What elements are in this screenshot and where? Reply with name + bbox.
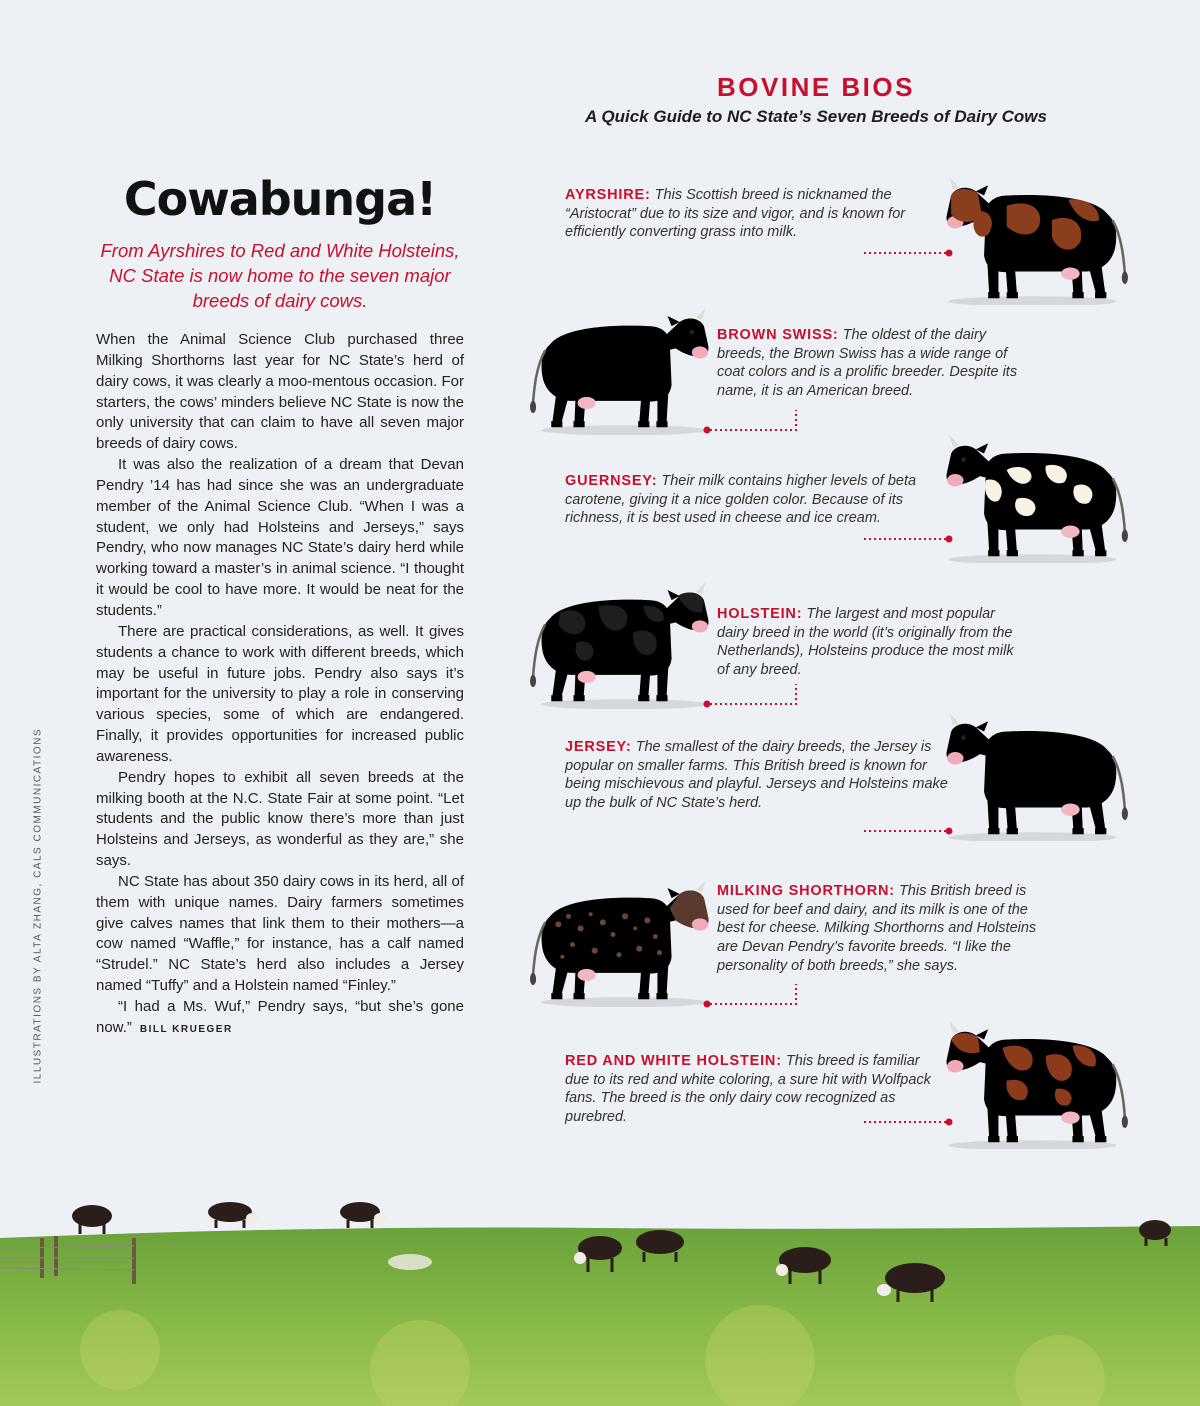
body-paragraph: When the Animal Science Club purchased three Milking Shorthorns last year for NC State’s herd of dairy cows, it was clearly a moo-mentous occasion. For starters, the cows’ minders believe NC State is now the only university that can claim to have all seven major breeds of dairy cows. xyxy=(96,331,464,453)
body-paragraph: Pendry hopes to exhibit all seven breeds at the milking booth at the N.C. State Fair at some point. “Let students and the public know there’s more than just Holsteins and Jerseys, as wonderful as they are,” she says. xyxy=(96,768,464,870)
breed-guernsey xyxy=(565,472,955,528)
guernsey-cow-illustration xyxy=(945,418,1130,563)
jersey-cow-illustration xyxy=(945,696,1130,841)
bios-subtitle: A Quick Guide to NC State’s Seven Breeds of Dairy Cows xyxy=(585,107,1047,126)
red-and-white-holstein-cow-illustration xyxy=(945,1004,1130,1149)
leader-line xyxy=(700,982,804,1012)
body-paragraph: NC State has about 350 dairy cows in its herd, all of them with unique names. Dairy farmers sometimes give calves names that link them to their mothers—a cow named “Waffle,” for instance, has a calf named “Strudel.” NC State’s herd also includes a Jersey named “Tuffy” and a Holstein named “Finley.” xyxy=(96,872,464,995)
breed-text: This British breed is used for beef and dairy, and its milk is one of the best for cheese. Milking Shorthorns and Holsteins are Devan Pendry’s favorite breeds. “I like the personality of both breeds,” she says. xyxy=(717,883,1037,974)
breed-name: AYRSHIRE: xyxy=(565,187,651,203)
body-paragraph: It was also the realization of a dream that Devan Pendry ’14 has had since she was an undergraduate member of the Animal Science Club. “When I was a student, we only had Holsteins and Jerseys,” says Pendry, who now manages NC State’s dairy herd while working toward a master’s in animal science. “I thought it would be cool to have more. It would be neat for the students.” xyxy=(96,456,464,619)
ayrshire-cow-illustration xyxy=(945,160,1130,305)
breed-jersey xyxy=(565,738,955,813)
breed-name: HOLSTEIN: xyxy=(717,606,803,622)
breed-text: The smallest of the dairy breeds, the Jersey is popular on smaller farms. This British breed is known for being mischievous and playful. Jerseys and Holsteins make up the bulk of NC State’s herd. xyxy=(565,739,948,812)
breed-name: RED AND WHITE HOLSTEIN: xyxy=(565,1053,782,1069)
breed-ayrshire xyxy=(565,186,935,242)
byline: BILL KRUEGER xyxy=(139,1023,233,1035)
milking-shorthorn-cow-illustration xyxy=(528,862,710,1007)
breed-holstein xyxy=(717,605,1027,680)
breed-text: Their milk contains higher levels of beta carotene, giving it a nice golden color. Because of its richness, it is best used in cheese and ice cream. xyxy=(565,473,917,527)
breed-name: BROWN SWISS: xyxy=(717,327,839,343)
body-paragraph: There are practical considerations, as well. It gives students a chance to work with different breeds, which may be useful in future jobs. Pendry also says it’s important for the university to play a role in conserving various species, some of which are endangered. Finally, it provides opportunities for increased public awareness. xyxy=(96,622,464,765)
holstein-cow-illustration xyxy=(528,564,710,709)
breed-brown-swiss xyxy=(717,326,1027,401)
breed-milking-shorthorn xyxy=(717,882,1057,976)
breed-name: JERSEY: xyxy=(565,739,632,755)
breed-text: This Scottish breed is nicknamed the “Aristocrat” due to its size and vigor, and is known for efficiently converting grass into milk. xyxy=(565,187,906,241)
breed-text: The largest and most popular dairy breed in the world (it’s originally from the Netherlands), Holsteins produce the most milk of any breed. xyxy=(717,606,1014,679)
leader-line xyxy=(700,408,804,438)
brown-swiss-cow-illustration xyxy=(528,290,710,435)
breed-text: The oldest of the dairy breeds, the Brown Swiss has a wide range of coat colors and is a prolific breeder. Despite its name, it is an American breed. xyxy=(717,327,1018,400)
article-title: Cowabunga! xyxy=(123,172,437,226)
article-body xyxy=(96,330,464,1041)
leader-line xyxy=(700,682,804,712)
body-paragraph-text: “I had a Ms. Wuf,” Pendry says, “but she’s gone now.” xyxy=(96,998,464,1036)
bios-title: BOVINE BIOS xyxy=(717,72,915,102)
breed-name: GUERNSEY: xyxy=(565,473,658,489)
breed-text: This breed is familiar due to its red and white coloring, a sure hit with Wolfpack fans. The breed is the only dairy cow recognized as purebred. xyxy=(565,1053,931,1126)
article-dek: From Ayrshires to Red and White Holsteins, NC State is now home to the seven major breeds of dairy cows. xyxy=(100,240,460,311)
illustration-credit: ILLUSTRATIONS BY ALTA ZHANG, CALS COMMUNICATIONS xyxy=(32,727,44,1084)
body-paragraph-last xyxy=(96,997,464,1041)
pasture-photo xyxy=(0,1150,1200,1406)
breed-name: MILKING SHORTHORN: xyxy=(717,883,895,899)
